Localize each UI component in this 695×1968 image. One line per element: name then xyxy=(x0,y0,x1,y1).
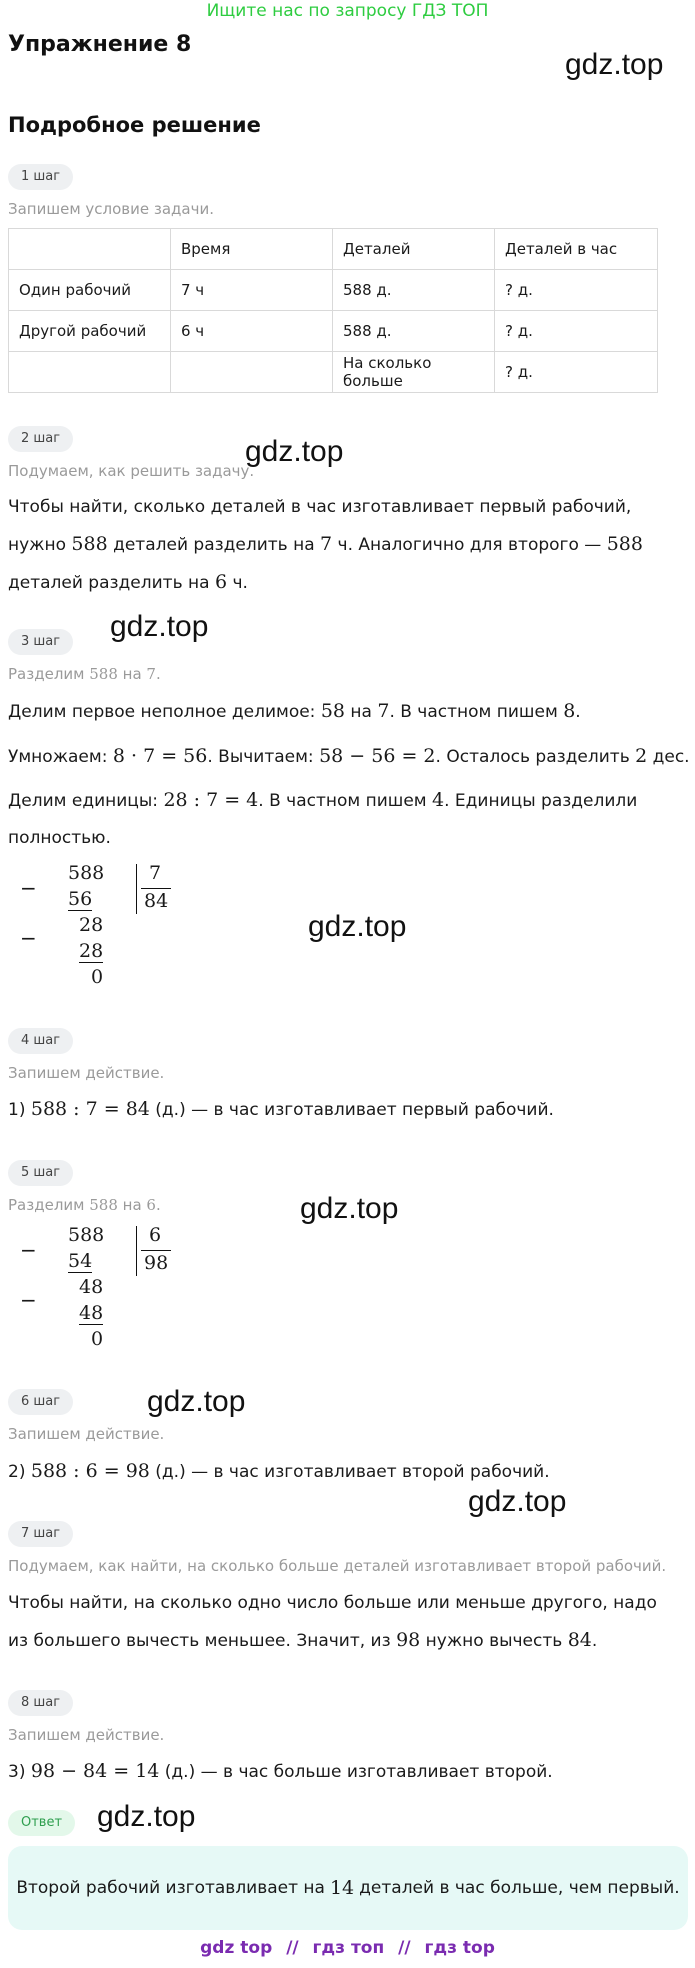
step-badge: 4 шаг xyxy=(8,1028,73,1054)
answer-box: Второй рабочий изготавливает на 14 деталей в час больше, чем первый. xyxy=(8,1846,688,1930)
table-row xyxy=(9,270,658,311)
table-cell: Время xyxy=(171,229,333,270)
table-cell xyxy=(171,352,333,393)
step-caption: Запишем действие. xyxy=(8,1425,165,1443)
table-header-row xyxy=(9,229,658,270)
divisor: 7 xyxy=(149,862,162,884)
step-text: Делим первое неполное делимое: 58 на 7. В частном пишем 8. xyxy=(8,700,581,722)
step-text: Умножаем: 8 · 7 = 56. Вычитаем: 58 − 56 = 2. Осталось разделить 2 дес. xyxy=(8,745,690,767)
step-action: 2) 588 : 6 = 98 (д.) — в час изготавливает второй рабочий. xyxy=(8,1460,550,1482)
step-badge: 3 шаг xyxy=(8,629,73,655)
remainder: 48 xyxy=(79,1276,104,1298)
minus-sign: − xyxy=(20,876,37,900)
step-action: 1) 588 : 7 = 84 (д.) — в час изготавливает первый рабочий. xyxy=(8,1098,554,1120)
table-cell: Деталей в час xyxy=(495,229,658,270)
watermark: gdz.top xyxy=(565,48,664,81)
exercise-title: Упражнение 8 xyxy=(8,32,192,57)
subtrahend: 48 xyxy=(79,1302,104,1324)
long-division xyxy=(8,1222,188,1352)
watermark: gdz.top xyxy=(110,610,209,643)
step-caption: Запишем условие задачи. xyxy=(8,200,214,218)
step-text: Чтобы найти, на сколько одно число больше или меньше другого, надо из большего вычесть меньшее. Значит, из 98 нужно вычесть 84. xyxy=(8,1593,657,1651)
step-badge: 6 шаг xyxy=(8,1389,73,1415)
step-text: Делим единицы: 28 : 7 = 4. В частном пишем 4. Единицы разделили полностью. xyxy=(8,789,638,848)
step-caption: Разделим 588 на 6. xyxy=(8,1196,161,1214)
table-cell: Деталей xyxy=(333,229,495,270)
subtrahend: 54 xyxy=(68,1250,93,1272)
table-cell: ? д. xyxy=(495,270,658,311)
table-cell: Другой рабочий xyxy=(9,311,171,352)
long-division xyxy=(8,860,188,990)
step-caption: Разделим 588 на 7. xyxy=(8,665,161,683)
table-cell: 6 ч xyxy=(171,311,333,352)
footer-link[interactable]: гдз топ xyxy=(312,1938,385,1958)
section-title: Подробное решение xyxy=(8,113,261,137)
step-caption: Запишем действие. xyxy=(8,1064,165,1082)
table-row xyxy=(9,311,658,352)
watermark: gdz.top xyxy=(308,910,407,943)
minus-sign: − xyxy=(20,926,37,950)
condition-table xyxy=(8,228,658,393)
table-cell: Один рабочий xyxy=(9,270,171,311)
step-badge: 1 шаг xyxy=(8,164,73,190)
dividend: 588 xyxy=(68,1224,105,1246)
watermark: gdz.top xyxy=(300,1192,399,1225)
footer-separator: // xyxy=(286,1938,299,1958)
watermark: gdz.top xyxy=(97,1800,196,1833)
step-text: Чтобы найти, сколько деталей в час изготавливает первый рабочий, нужно 588 деталей разделить на 7 ч. Аналогично для второго — 588 деталей разделить на 6 ч. xyxy=(8,497,643,593)
watermark: gdz.top xyxy=(245,435,344,468)
dividend: 588 xyxy=(68,862,105,884)
table-cell: На сколько больше xyxy=(333,352,495,393)
table-cell xyxy=(9,229,171,270)
step-caption: Подумаем, как найти, на сколько больше деталей изготавливает второй рабочий. xyxy=(8,1557,667,1575)
table-cell: 588 д. xyxy=(333,311,495,352)
remainder: 28 xyxy=(79,914,104,936)
step-action: 3) 98 − 84 = 14 (д.) — в час больше изготавливает второй. xyxy=(8,1760,553,1782)
quotient: 84 xyxy=(144,890,169,912)
step-badge: 8 шаг xyxy=(8,1690,73,1716)
subtrahend: 28 xyxy=(79,940,104,962)
watermark: gdz.top xyxy=(147,1385,246,1418)
step-badge: 2 шаг xyxy=(8,426,73,452)
remainder: 0 xyxy=(91,1328,104,1350)
step-badge: 7 шаг xyxy=(8,1521,73,1547)
footer-links xyxy=(0,1938,695,1958)
remainder: 0 xyxy=(91,966,104,988)
footer-separator: // xyxy=(398,1938,411,1958)
quotient: 98 xyxy=(144,1252,169,1274)
watermark: gdz.top xyxy=(468,1485,567,1518)
subtrahend: 56 xyxy=(68,888,93,910)
minus-sign: − xyxy=(20,1288,37,1312)
table-cell: ? д. xyxy=(495,311,658,352)
table-row xyxy=(9,352,658,393)
footer-link[interactable]: гдз top xyxy=(424,1938,495,1958)
answer-badge: Ответ xyxy=(8,1810,75,1836)
step-caption: Запишем действие. xyxy=(8,1726,165,1744)
minus-sign: − xyxy=(20,1238,37,1262)
step-badge: 5 шаг xyxy=(8,1160,73,1186)
top-banner-link[interactable]: Ищите нас по запросу ГДЗ ТОП xyxy=(206,1,489,21)
table-cell: 7 ч xyxy=(171,270,333,311)
table-cell: ? д. xyxy=(495,352,658,393)
footer-link[interactable]: gdz top xyxy=(200,1938,273,1958)
table-cell: 588 д. xyxy=(333,270,495,311)
step-caption: Подумаем, как решить задачу. xyxy=(8,462,255,480)
table-cell xyxy=(9,352,171,393)
divisor: 6 xyxy=(149,1224,162,1246)
